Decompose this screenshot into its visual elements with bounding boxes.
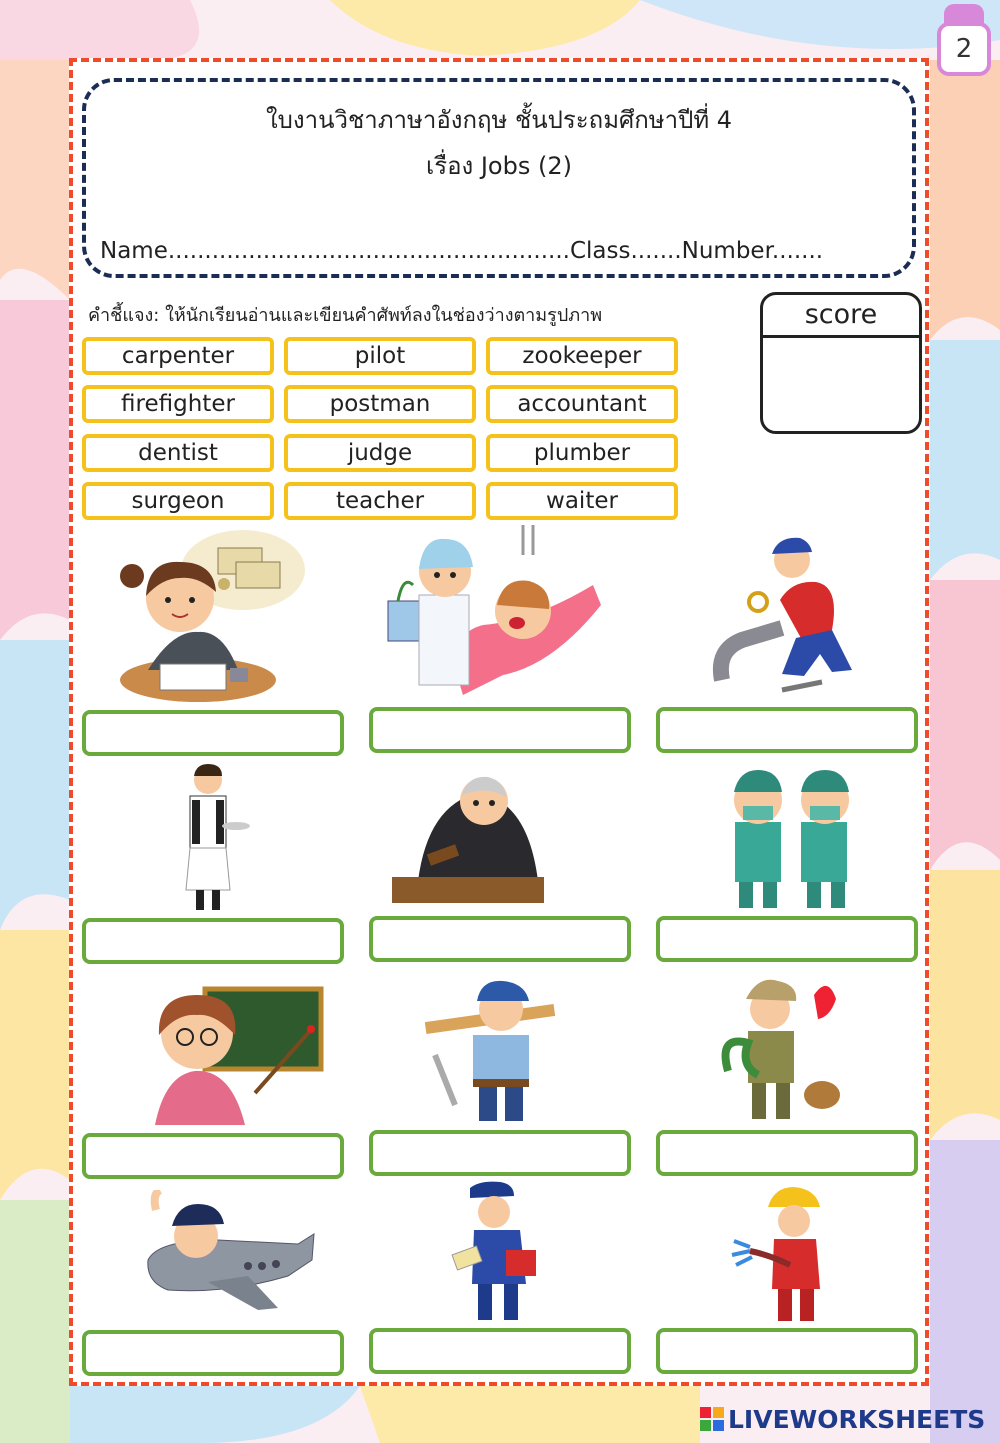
word-bank-item: teacher: [284, 482, 476, 520]
answer-field[interactable]: [82, 918, 344, 964]
page-number-badge: 2: [937, 22, 991, 76]
logo-text: LIVEWORKSHEETS: [728, 1405, 986, 1434]
plumber-icon: [712, 530, 862, 705]
student-info-line: Name.......................................................Class.......Number.......: [100, 238, 824, 264]
instructions-text: คำชี้แจง: ให้นักเรียนอ่านและเขียนคำศัพท์ลงในช่องว่างตามรูปภาพ: [88, 305, 603, 326]
answer-field[interactable]: [369, 1130, 631, 1176]
answer-field[interactable]: [82, 1133, 344, 1179]
teacher-icon: [135, 985, 325, 1125]
word-bank-item: zookeeper: [486, 337, 678, 375]
worksheet-subtitle: เรื่อง Jobs (2): [426, 152, 572, 180]
accountant-icon: [118, 520, 308, 705]
word-bank-item: plumber: [486, 434, 678, 472]
score-label: score: [763, 295, 919, 338]
carpenter-icon: [425, 975, 565, 1127]
worksheet-header: [82, 78, 916, 278]
word-bank-item: surgeon: [82, 482, 274, 520]
answer-field[interactable]: [82, 1330, 344, 1376]
score-box: [760, 292, 922, 434]
firefighter-icon: [730, 1185, 840, 1325]
answer-field[interactable]: [656, 707, 918, 753]
surgeon-icon: [715, 762, 870, 912]
word-bank-item: firefighter: [82, 385, 274, 423]
pilot-icon: [138, 1190, 318, 1315]
word-bank-item: carpenter: [82, 337, 274, 375]
word-bank-item: dentist: [82, 434, 274, 472]
word-bank-item: pilot: [284, 337, 476, 375]
answer-field[interactable]: [369, 916, 631, 962]
answer-field[interactable]: [369, 707, 631, 753]
dentist-icon: [383, 525, 608, 705]
waiter-icon: [170, 760, 250, 915]
postman-icon: [450, 1180, 550, 1325]
judge-icon: [388, 765, 548, 905]
liveworksheets-logo: [700, 1405, 985, 1434]
answer-field[interactable]: [656, 916, 918, 962]
answer-field[interactable]: [369, 1328, 631, 1374]
word-bank-item: postman: [284, 385, 476, 423]
answer-field[interactable]: [82, 710, 344, 756]
answer-field[interactable]: [656, 1130, 918, 1176]
zookeeper-icon: [718, 975, 848, 1127]
word-bank-item: judge: [284, 434, 476, 472]
liveworksheets-mark-icon: [700, 1407, 724, 1431]
word-bank-item: accountant: [486, 385, 678, 423]
word-bank-item: waiter: [486, 482, 678, 520]
worksheet-title: ใบงานวิชาภาษาอังกฤษ ชั้นประถมศึกษาปีที่ 4: [265, 106, 733, 134]
answer-field[interactable]: [656, 1328, 918, 1374]
